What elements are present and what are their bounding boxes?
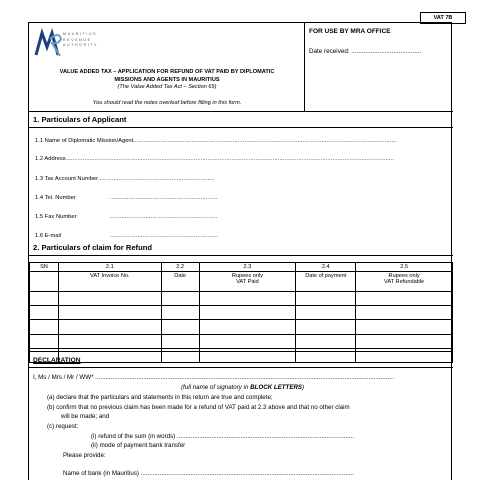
cell-date[interactable] (161, 292, 199, 306)
cell-invoice-no[interactable] (58, 306, 161, 320)
cell-payment-date[interactable] (296, 320, 356, 334)
section1-heading: 1. Particulars of Applicant (33, 115, 127, 124)
mission-name-dots: .......................................................................................................................................................... (133, 138, 397, 144)
cell-vat-paid[interactable] (199, 306, 296, 320)
table-row (30, 292, 453, 306)
fax-number-field[interactable] (35, 214, 217, 220)
mra-office-panel (305, 23, 453, 112)
cell-sn[interactable] (30, 320, 59, 334)
logo-line-1: MAURITIUS (63, 32, 98, 36)
tax-account-label: 1.3 Tax Account Number (35, 176, 99, 182)
declaration-divider (29, 351, 453, 352)
table-header-row (30, 263, 453, 272)
address-label: 1.2 Address (35, 156, 66, 162)
col-invoice-number: 2.1 (58, 263, 161, 272)
col-sn-label (30, 272, 59, 292)
fax-number-dots: ............................................................... (109, 214, 218, 220)
refund-claim-table (29, 262, 453, 363)
form-act-reference: (The Value Added Tax Act – Section 65) (117, 84, 217, 90)
cell-vat-paid[interactable] (199, 334, 296, 348)
mra-logo-icon (33, 27, 63, 59)
email-label: 1.6 E-mail (35, 233, 62, 239)
declaration-heading: DECLARATION (33, 357, 81, 364)
email-dots: ............................................................... (110, 233, 218, 239)
col-vat-refundable-number: 2.5 (356, 263, 453, 272)
col-vat-paid-label: Rupees only VAT Paid (199, 272, 296, 292)
cell-sn[interactable] (30, 292, 59, 306)
col-date-label: Date (161, 272, 199, 292)
cell-invoice-no[interactable] (58, 334, 161, 348)
please-provide-text: Please provide: (63, 452, 106, 459)
table-row (30, 320, 453, 334)
header-title-panel (29, 23, 305, 112)
date-received-field[interactable]: Date received: ........................................ (309, 48, 422, 55)
col-invoice-label: VAT Invoice No. (58, 272, 161, 292)
refund-sum-words-field[interactable]: (i) refund of the sum (in words) ....................................................................................................... (91, 433, 355, 440)
form-header (29, 23, 453, 112)
cell-date[interactable] (161, 334, 199, 348)
cell-vat-refundable[interactable] (356, 320, 453, 334)
col-sn-header: SN (30, 263, 59, 272)
section1-divider (29, 127, 453, 128)
signatory-hint-bold: BLOCK LETTERS (250, 384, 303, 391)
cell-payment-date[interactable] (296, 306, 356, 320)
form-notes-hint: You should read the notes overleaf before filling in this form. (92, 100, 242, 106)
logo-wordmark (63, 32, 98, 49)
mra-office-heading: FOR USE BY MRA OFFICE (309, 28, 391, 35)
declaration-heading-divider (29, 367, 453, 368)
col-vat-refundable-label: Rupees only VAT Refundable (356, 272, 453, 292)
cell-vat-refundable[interactable] (356, 306, 453, 320)
table-row (30, 306, 453, 320)
col-payment-date-label: Date of payment (296, 272, 356, 292)
cell-sn[interactable] (30, 334, 59, 348)
cell-date[interactable] (161, 320, 199, 334)
address-dots: ................................................................................................................................................................................................ (65, 156, 395, 162)
tel-number-dots: ............................................................... (109, 195, 218, 201)
logo-line-2: REVENUE (63, 37, 92, 42)
cell-invoice-no[interactable] (58, 292, 161, 306)
signatory-hint-close: ) (302, 384, 305, 391)
address-field[interactable] (35, 156, 394, 162)
signatory-name-field[interactable]: I, Ms / Mrs / Mr / WW* .............................................................................................................................................................................. (33, 374, 395, 381)
section2-heading: 2. Particulars of claim for Refund (33, 243, 152, 252)
cell-payment-date[interactable] (296, 334, 356, 348)
cell-vat-paid[interactable] (199, 292, 296, 306)
cell-vat-refundable[interactable] (356, 334, 453, 348)
declaration-item-b-cont: will be made; and (61, 413, 110, 420)
cell-vat-refundable[interactable] (356, 292, 453, 306)
tel-number-label: 1.4 Tel. Number (35, 195, 76, 201)
cell-invoice-no[interactable] (58, 320, 161, 334)
section2-divider (29, 255, 453, 256)
declaration-item-b: (b) confirm that no previous claim has been made for a refund of VAT paid at 2.3 above and that no other claim (47, 404, 350, 411)
fax-number-label: 1.5 Fax Number (35, 214, 77, 220)
form-title-line-1: VALUE ADDED TAX – APPLICATION FOR REFUND OF VAT PAID BY DIPLOMATIC (59, 69, 275, 75)
cell-payment-date[interactable] (296, 292, 356, 306)
mission-name-label: 1.1 Name of Diplomatic Mission/Agent (35, 138, 134, 144)
form-title (29, 68, 305, 84)
mission-name-field[interactable] (35, 138, 397, 144)
form-title-line-2: MISSIONS AND AGENTS IN MAURITIUS (114, 77, 220, 83)
declaration-item-c: (c) request: (47, 423, 79, 430)
cell-sn[interactable] (30, 306, 59, 320)
col-date-number: 2.2 (161, 263, 199, 272)
bank-name-field[interactable]: Name of bank (in Mauritius) ............................................................................................................................ (63, 470, 354, 477)
email-field[interactable] (35, 233, 218, 239)
cell-vat-paid[interactable] (199, 320, 296, 334)
signatory-name-hint (181, 384, 304, 391)
col-vat-paid-number: 2.3 (199, 263, 296, 272)
logo-line-3: AUTHORITY (63, 43, 99, 48)
mra-logo (33, 27, 123, 59)
form-container (28, 22, 452, 480)
tax-account-field[interactable] (35, 176, 214, 182)
table-subheader-row (30, 272, 453, 292)
payment-mode-text: (ii) mode of payment bank transfer (91, 442, 186, 449)
table-row (30, 334, 453, 348)
signatory-hint-text: (full name of signatory in (181, 384, 251, 391)
col-payment-date-number: 2.4 (296, 263, 356, 272)
form-code: VAT 7B (433, 15, 453, 21)
declaration-item-a: (a) declare that the particulars and statements in this return are true and complete; (47, 394, 273, 401)
tax-account-dots: .................................................................... (98, 176, 215, 182)
tel-number-field[interactable] (35, 195, 218, 201)
cell-date[interactable] (161, 306, 199, 320)
